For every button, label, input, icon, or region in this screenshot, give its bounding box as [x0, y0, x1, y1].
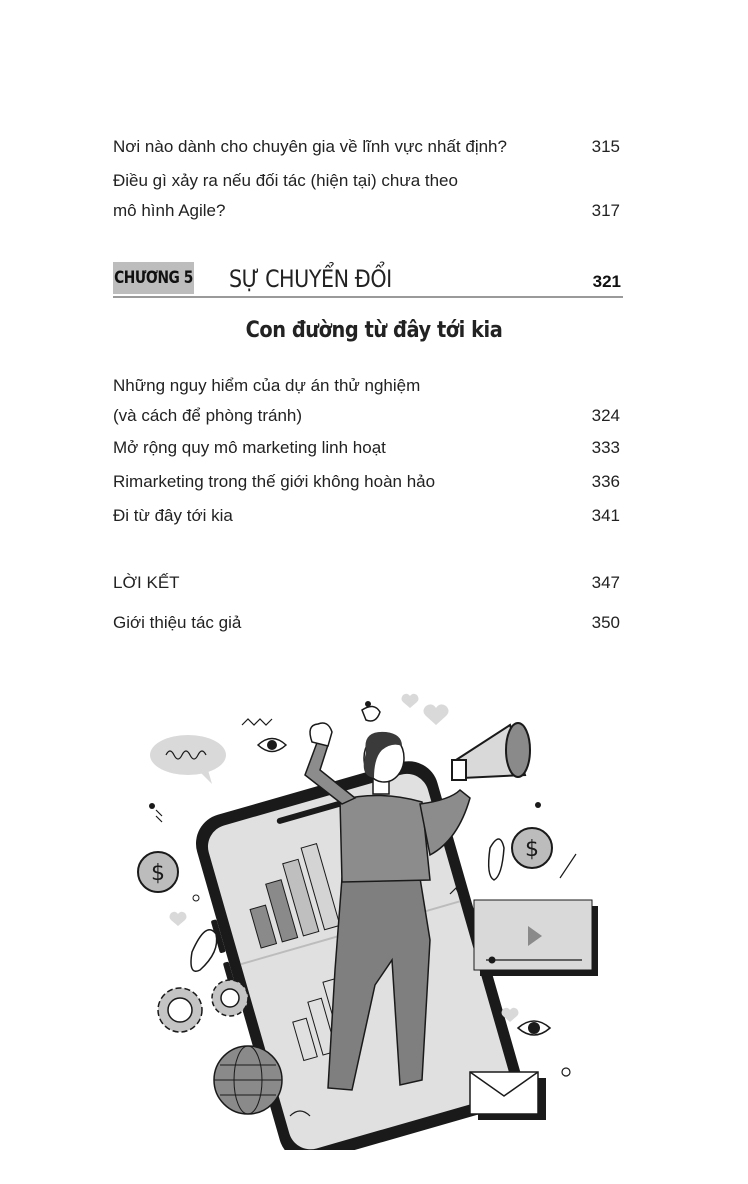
toc-entry-page: 336 [591, 472, 620, 491]
gear-icon [212, 980, 248, 1016]
chapter-heading [113, 260, 623, 298]
toc-entry [113, 501, 620, 531]
toc-entry-title-line2: mô hình Agile? [113, 201, 226, 220]
toc-entry [113, 467, 620, 497]
toc-entry-page: 333 [591, 438, 620, 457]
toc-entry-page: 315 [591, 137, 620, 156]
marketing-illustration [130, 680, 610, 1150]
eye-icon [518, 1021, 550, 1035]
envelope-icon [470, 1072, 546, 1120]
svg-text:$: $ [525, 837, 539, 862]
eye-icon [258, 739, 286, 752]
dollar-coin-icon [138, 852, 178, 892]
heart-icon [424, 704, 449, 725]
toc-entry-page: 341 [591, 506, 620, 525]
megaphone-icon [452, 723, 530, 780]
globe-icon [214, 1046, 282, 1114]
toc-entry-title: Mở rộng quy mô marketing linh hoạt [113, 438, 386, 457]
toc-entry-page: 317 [591, 201, 620, 220]
toc-entry [113, 568, 620, 598]
gear-icon [158, 988, 202, 1032]
toc-entry-title: LỜI KẾT [113, 573, 180, 592]
toc-entry-title: Giới thiệu tác giả [113, 613, 242, 632]
heart-icon [402, 694, 419, 708]
toc-entry-page: 350 [591, 613, 620, 632]
svg-text:$: $ [151, 861, 165, 886]
toc-entry-page: 324 [591, 406, 620, 425]
toc-entry [113, 608, 620, 638]
toc-entry [113, 371, 620, 431]
speech-bubble-icon [150, 735, 226, 784]
toc-entry-title-line1: Những nguy hiểm của dự án thử nghiệm [113, 376, 421, 395]
chapter-label: CHƯƠNG 5 [113, 262, 194, 294]
chapter-page: 321 [592, 272, 621, 291]
toc-entry-title: Đi từ đây tới kia [113, 506, 233, 525]
chapter-title: SỰ CHUYỂN ĐỔI [229, 265, 392, 293]
toc-entry-title: Rimarketing trong thế giới không hoàn hảo [113, 472, 436, 491]
toc-entry-page: 347 [591, 573, 620, 592]
toc-entry-title-line1: Điều gì xảy ra nếu đối tác (hiện tại) chưa theo [113, 171, 458, 190]
toc-entry [113, 166, 620, 226]
toc-entry [113, 132, 620, 162]
toc-entry-title: Nơi nào dành cho chuyên gia về lĩnh vực nhất định? [113, 137, 507, 156]
toc-entry [113, 433, 620, 463]
video-player-icon [474, 900, 598, 976]
toc-entry-title-line2: (và cách để phòng tránh) [113, 406, 303, 425]
section-title: Con đường từ đây tới kia [245, 318, 503, 343]
heart-icon [170, 912, 187, 926]
dollar-coin-icon [512, 828, 552, 868]
